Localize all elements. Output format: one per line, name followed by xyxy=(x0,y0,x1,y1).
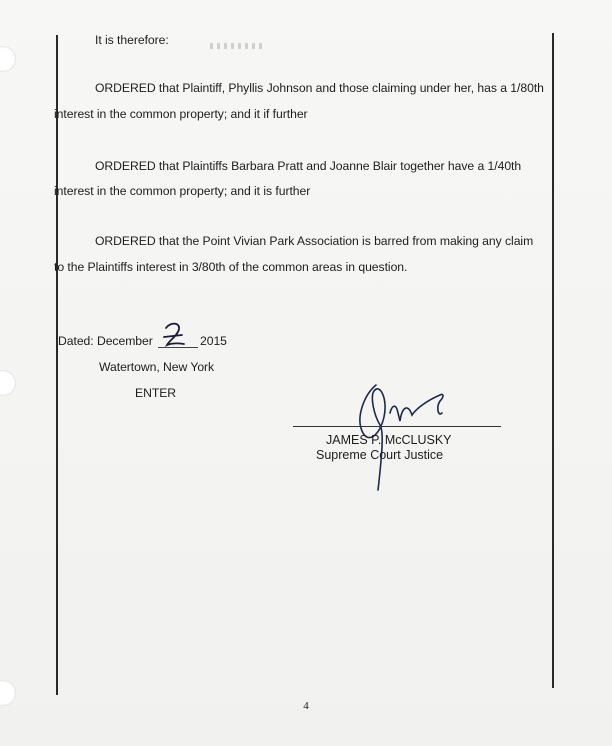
right-margin-line xyxy=(552,33,554,688)
order-3-line-1: ORDERED that the Point Vivian Park Association is barred from making any claim xyxy=(95,234,534,248)
dated-year: 2015 xyxy=(200,334,227,348)
handwritten-day-signature xyxy=(158,320,190,354)
judge-name: JAMES P. McCLUSKY xyxy=(326,433,452,447)
punch-hole xyxy=(0,46,16,72)
order-1-line-2: interest in the common property; and it if further xyxy=(54,107,308,121)
dated-label: Dated: December xyxy=(58,334,153,348)
judge-signature xyxy=(340,355,460,495)
left-margin-line xyxy=(56,35,58,695)
order-2-line-1: ORDERED that Plaintiffs Barbara Pratt and Joanne Blair together have a 1/40th xyxy=(95,159,522,173)
location-text: Watertown, New York xyxy=(99,360,215,374)
enter-text: ENTER xyxy=(135,386,177,400)
order-3-line-2: to the Plaintiffs interest in 3/80th of the common areas in question. xyxy=(54,260,408,274)
date-underline xyxy=(158,347,198,348)
punch-hole xyxy=(0,370,16,396)
preamble-text: It is therefore: xyxy=(95,33,169,47)
page-number: 4 xyxy=(303,700,309,712)
order-1-line-1: ORDERED that Plaintiff, Phyllis Johnson and those claiming under her, has a 1/80th xyxy=(95,81,544,95)
order-2-line-2: interest in the common property; and it is further xyxy=(54,184,311,198)
judge-title: Supreme Court Justice xyxy=(316,448,444,462)
signature-line xyxy=(293,426,501,427)
